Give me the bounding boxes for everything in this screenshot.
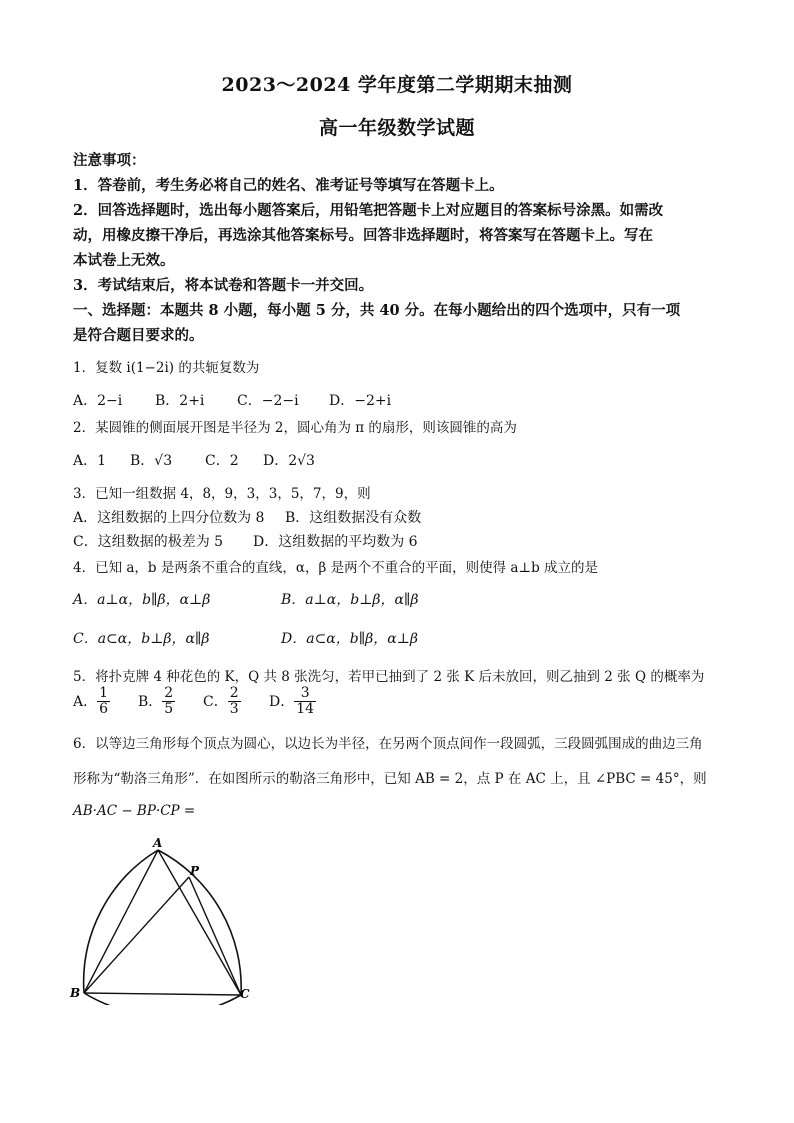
q5-option-d-numerator: 3 [294, 686, 316, 702]
q4-stem: 4．已知 a，b 是两条不重合的直线，α，β 是两个不重合的平面，则使得 a⊥b 成立的是 [73, 560, 599, 576]
q5-option-d-denominator: 14 [296, 701, 315, 718]
q4-option-b: B．a⊥α，b⊥β，α∥β [281, 592, 419, 608]
q5-option-b-fraction [162, 686, 175, 718]
q5-option-a [73, 686, 138, 718]
q5-option-b [138, 686, 203, 718]
q2-stem: 2．某圆锥的侧面展开图是半径为 2，圆心角为 π 的扇形，则该圆锥的高为 [73, 420, 517, 436]
notice-item-2-line-3: 本试卷上无效。 [73, 252, 175, 269]
q1-stem: 1．复数 i(1−2i) 的共轭复数为 [73, 360, 260, 376]
q5-option-c-fraction [228, 686, 241, 718]
q5-option-a-denominator: 6 [99, 701, 109, 718]
label-p: P [190, 864, 200, 878]
q3-option-a: A．这组数据的上四分位数为 8 [73, 510, 265, 526]
section-1-heading-line-1: 一、选择题：本题共 8 小题，每小题 5 分，共 40 分。在每小题给出的四个选项中，只有一项 [73, 302, 681, 319]
q3-stem: 3．已知一组数据 4，8，9，3，3，5，7，9，则 [73, 486, 371, 502]
notice-item-2-line-1: 2．回答选择题时，选出每小题答案后，用铅笔把答题卡上对应题目的答案标号涂黑。如需改 [73, 202, 664, 219]
notice-item-2-line-2: 动，用橡皮擦干净后，再选涂其他答案标号。回答非选择题时，将答案写在答题卡上。写在 [73, 227, 653, 244]
segment-bp [84, 877, 189, 993]
q5-option-c-denominator: 3 [229, 701, 239, 718]
q5-option-c-label: C． [203, 693, 228, 710]
q1-option-b: B．2+i [155, 393, 205, 409]
q5-option-a-fraction [97, 686, 110, 718]
q5-option-a-numerator: 1 [99, 685, 109, 701]
q1-option-c: C．−2−i [237, 393, 299, 409]
label-c: C [240, 987, 250, 1001]
q3-option-d: D．这组数据的平均数为 6 [253, 534, 418, 550]
q2-options [73, 450, 315, 470]
segment-ab [84, 850, 158, 993]
q4-option-a: A．a⊥α，b∥β，α⊥β [73, 592, 211, 608]
q2-option-b: B．√3 [130, 453, 173, 469]
q1-option-d: D．−2+i [329, 393, 392, 409]
q5-option-b-numerator: 2 [164, 685, 174, 701]
q2-option-a: A．1 [73, 453, 107, 469]
notice-item-1: 1．答卷前，考生务必将自己的姓名、准考证号等填写在答题卡上。 [73, 177, 504, 194]
segment-ac [158, 850, 241, 995]
q5-option-d-fraction [294, 686, 316, 718]
q6-stem-line-3: AB·AC − BP·CP = [73, 803, 196, 819]
q3-option-b: B．这组数据没有众数 [285, 510, 422, 526]
q6-stem-line-2: 形称为“勒洛三角形”．在如图所示的勒洛三角形中，已知 AB = 2，点 P 在 AC 上，且 ∠PBC = 45°，则 [73, 771, 707, 787]
q5-option-a-label: A． [73, 693, 98, 710]
q1-option-a: A．2−i [73, 393, 123, 409]
q6-stem-line-1: 6．以等边三角形每个顶点为圆心，以边长为半径，在另两个顶点间作一段圆弧，三段圆弧围成的曲边三角 [73, 736, 703, 752]
q5-option-d [269, 686, 316, 718]
q3-option-c: C．这组数据的极差为 5 [73, 534, 224, 550]
notice-heading: 注意事项： [73, 152, 146, 169]
q5-options [73, 686, 316, 718]
reuleaux-triangle-figure [60, 835, 270, 1005]
q4-option-d: D．a⊂α，b∥β，α⊥β [281, 631, 418, 647]
q1-options [73, 390, 391, 410]
q5-stem: 5．将扑克牌 4 种花色的 K，Q 共 8 张洗匀，若甲已抽到了 2 张 K 后未放回，则乙抽到 2 张 Q 的概率为 [73, 669, 705, 685]
label-a: A [153, 836, 163, 850]
q3-options-row-2 [73, 531, 418, 551]
q5-option-c [203, 686, 269, 718]
q2-option-c: C．2 [205, 453, 239, 469]
q5-option-b-denominator: 5 [164, 701, 174, 718]
q5-option-c-numerator: 2 [229, 685, 239, 701]
q4-options-row-2 [73, 628, 418, 648]
notice-item-3: 3．考试结束后，将本试卷和答题卡一并交回。 [73, 277, 374, 294]
q2-option-d: D．2√3 [263, 453, 315, 469]
segment-bc [84, 993, 241, 995]
q3-options-row-1 [73, 507, 421, 527]
q5-option-d-label: D． [269, 693, 295, 710]
q4-option-c: C．a⊂α，b⊥β，α∥β [73, 631, 210, 647]
q5-option-b-label: B． [138, 693, 163, 710]
section-1-heading-line-2: 是符合题目要求的。 [73, 327, 204, 344]
exam-title: 2023～2024 学年度第二学期期末抽测 [221, 74, 573, 96]
q4-options-row-1 [73, 589, 419, 609]
exam-subtitle: 高一年级数学试题 [318, 117, 475, 139]
label-b: B [70, 986, 81, 1000]
